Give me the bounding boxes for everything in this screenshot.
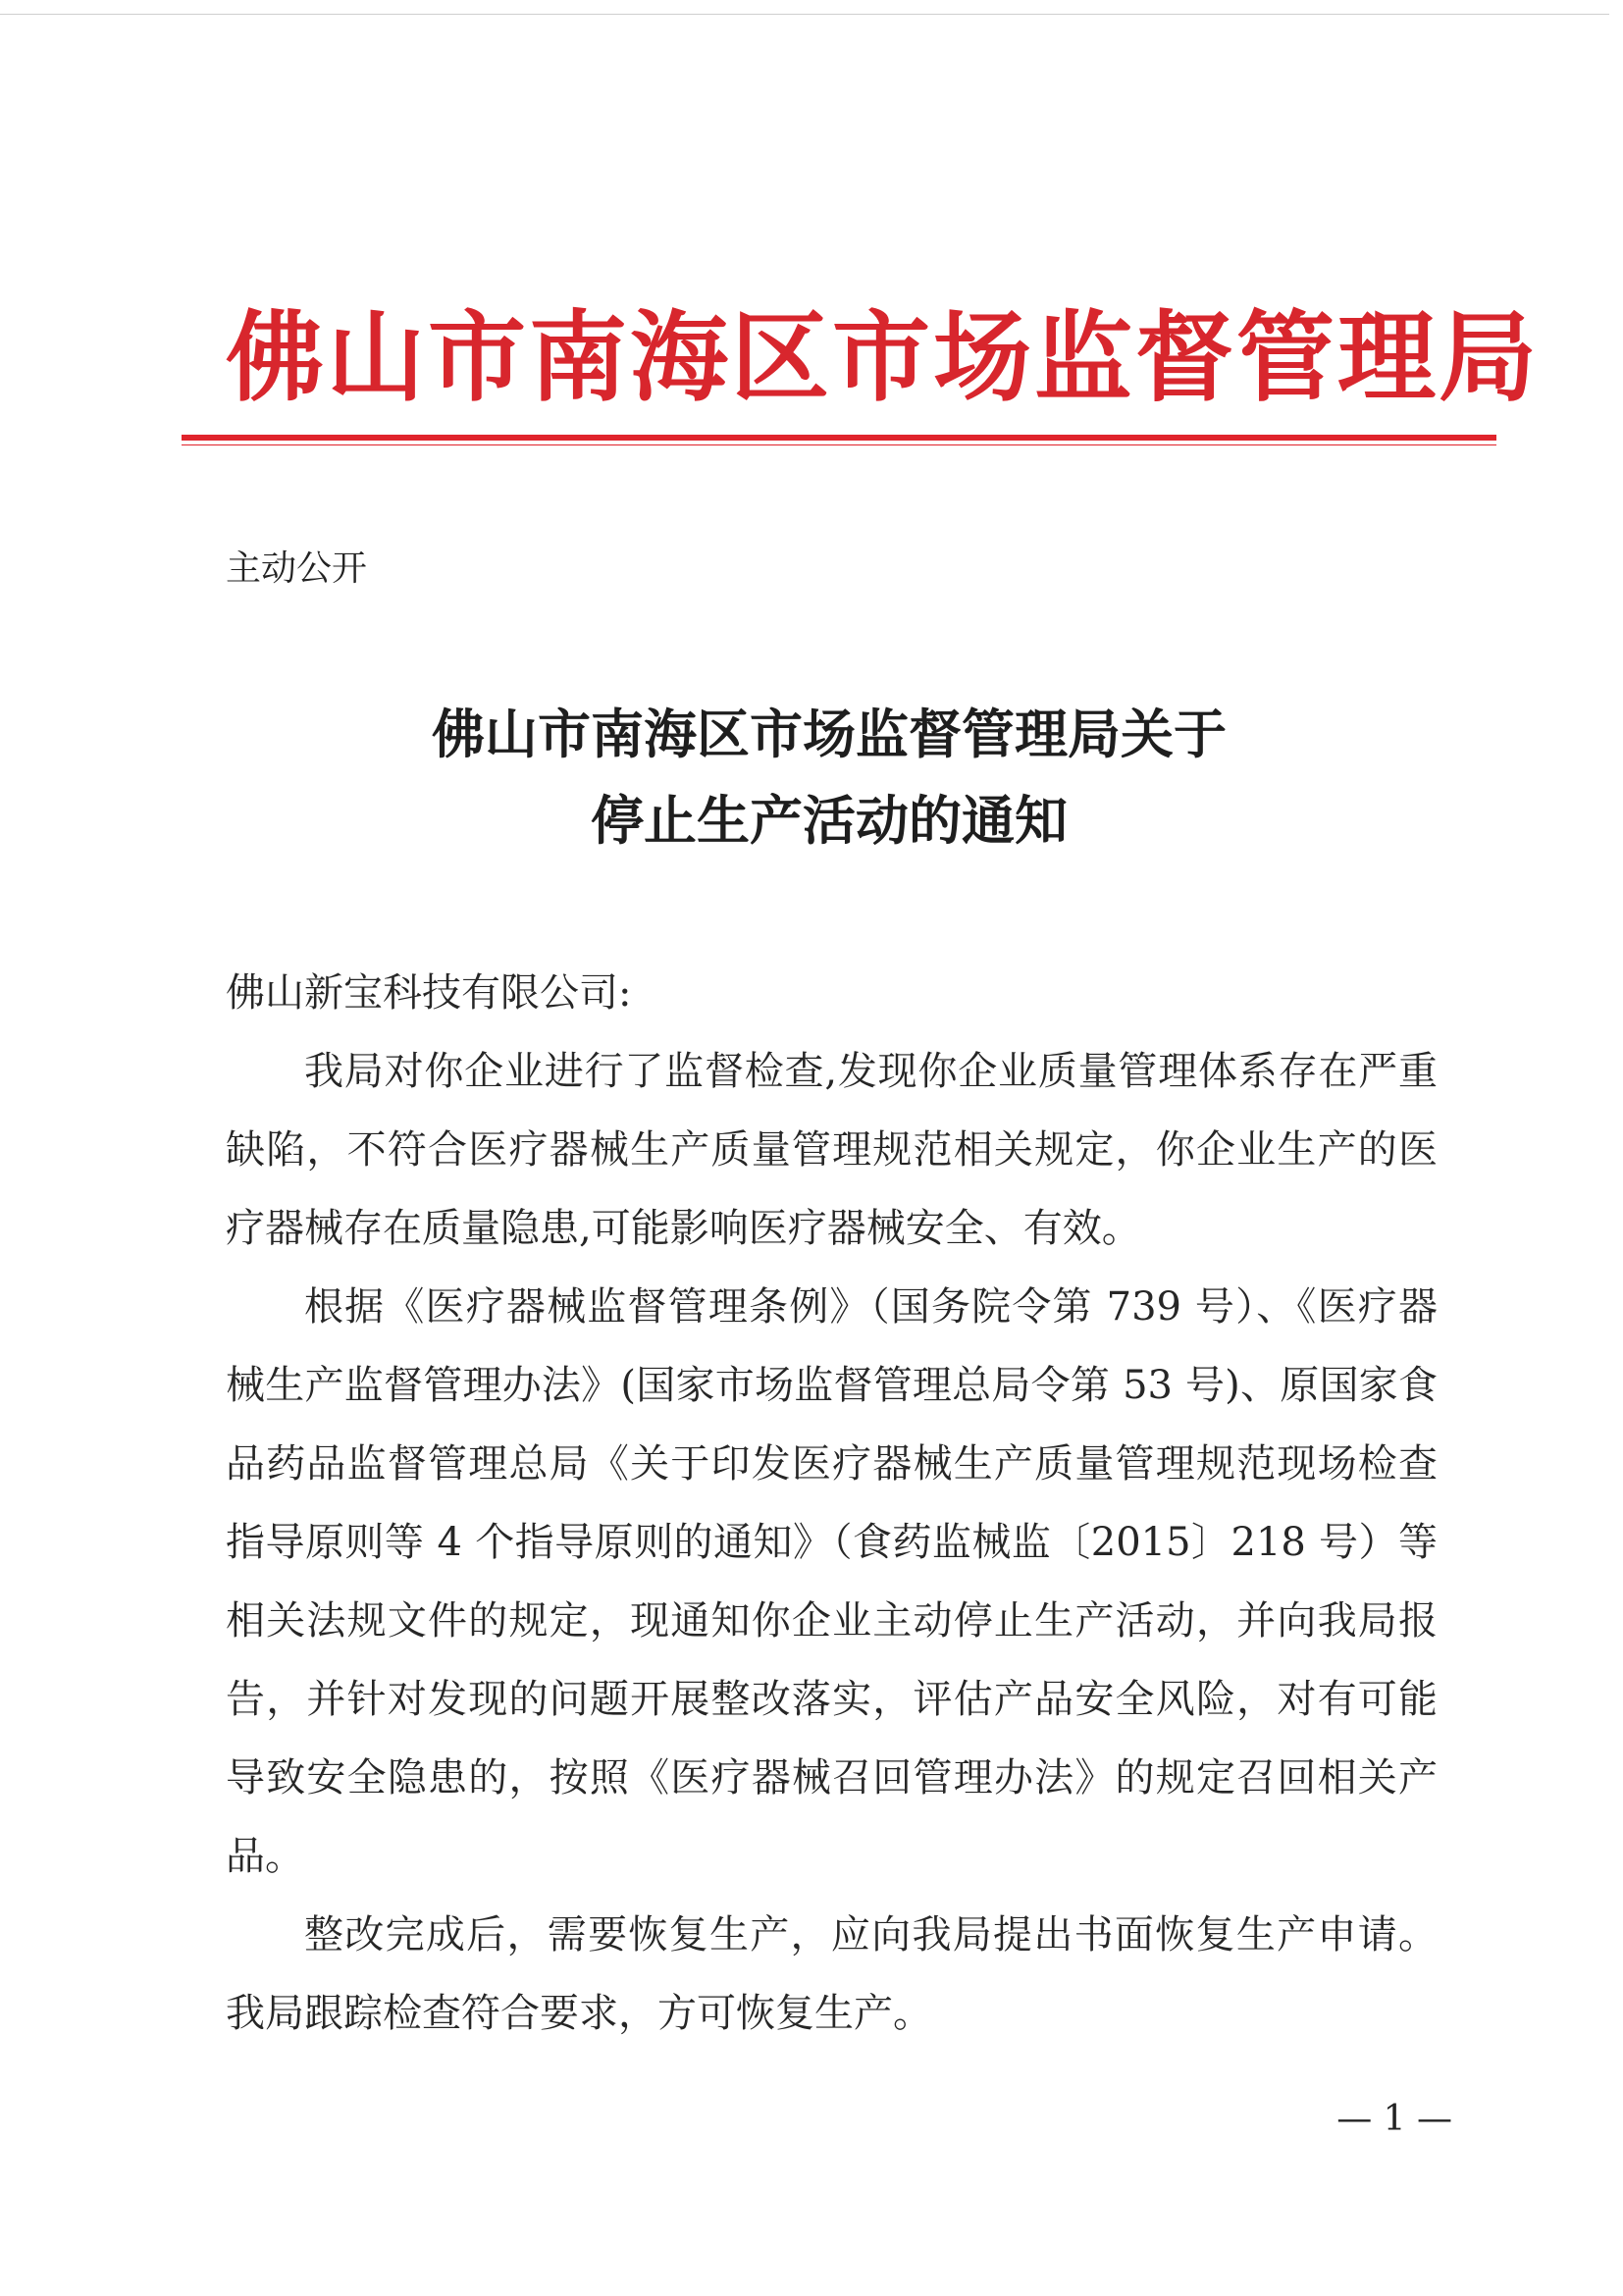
document-title-line-2: 停止生产活动的通知 [591, 789, 1068, 852]
disclosure-label: 主动公开 [226, 548, 368, 589]
letterhead-org-name: 佛山市南海区市场监督管理局 [226, 300, 1540, 415]
document-body [226, 954, 1438, 2053]
body-paragraph: 根据《医疗器械监督管理条例》（国务院令第 739 号）、《医疗器械生产监督管理办法》(国家市场监督管理总局令第 53 号)、原国家食品药品监督管理总局《关于印发医疗器械生产质量管理规范现场检查指导原则等 4 个指导原则的通知》（食药监械监〔2015〕218 号）等相关法规文件的规定，现通知你企业主动停止生产活动，并向我局报告，并针对发现的问题开展整改落实，评估产品安全风险，对有可能导致安全隐患的，按照《医疗器械召回管理办法》的规定召回相关产品。 [226, 1284, 1438, 1879]
scan-edge-line [0, 14, 1609, 15]
letterhead-red-rule [182, 435, 1496, 441]
body-paragraph: 我局对你企业进行了监督检查,发现你企业质量管理体系存在严重缺陷，不符合医疗器械生产质量管理规范相关规定，你企业生产的医疗器械存在质量隐患,可能影响医疗器械安全、有效。 [226, 1049, 1438, 1251]
document-title-line-1: 佛山市南海区市场监督管理局关于 [432, 703, 1227, 765]
letterhead-red-rule-thin [182, 444, 1496, 445]
body-paragraph: 整改完成后，需要恢复生产，应向我局提出书面恢复生产申请。我局跟踪检查符合要求，方可恢复生产。 [226, 1912, 1438, 2036]
page-number: — 1 — [1336, 2099, 1452, 2139]
addressee: 佛山新宝科技有限公司: [226, 970, 632, 1016]
